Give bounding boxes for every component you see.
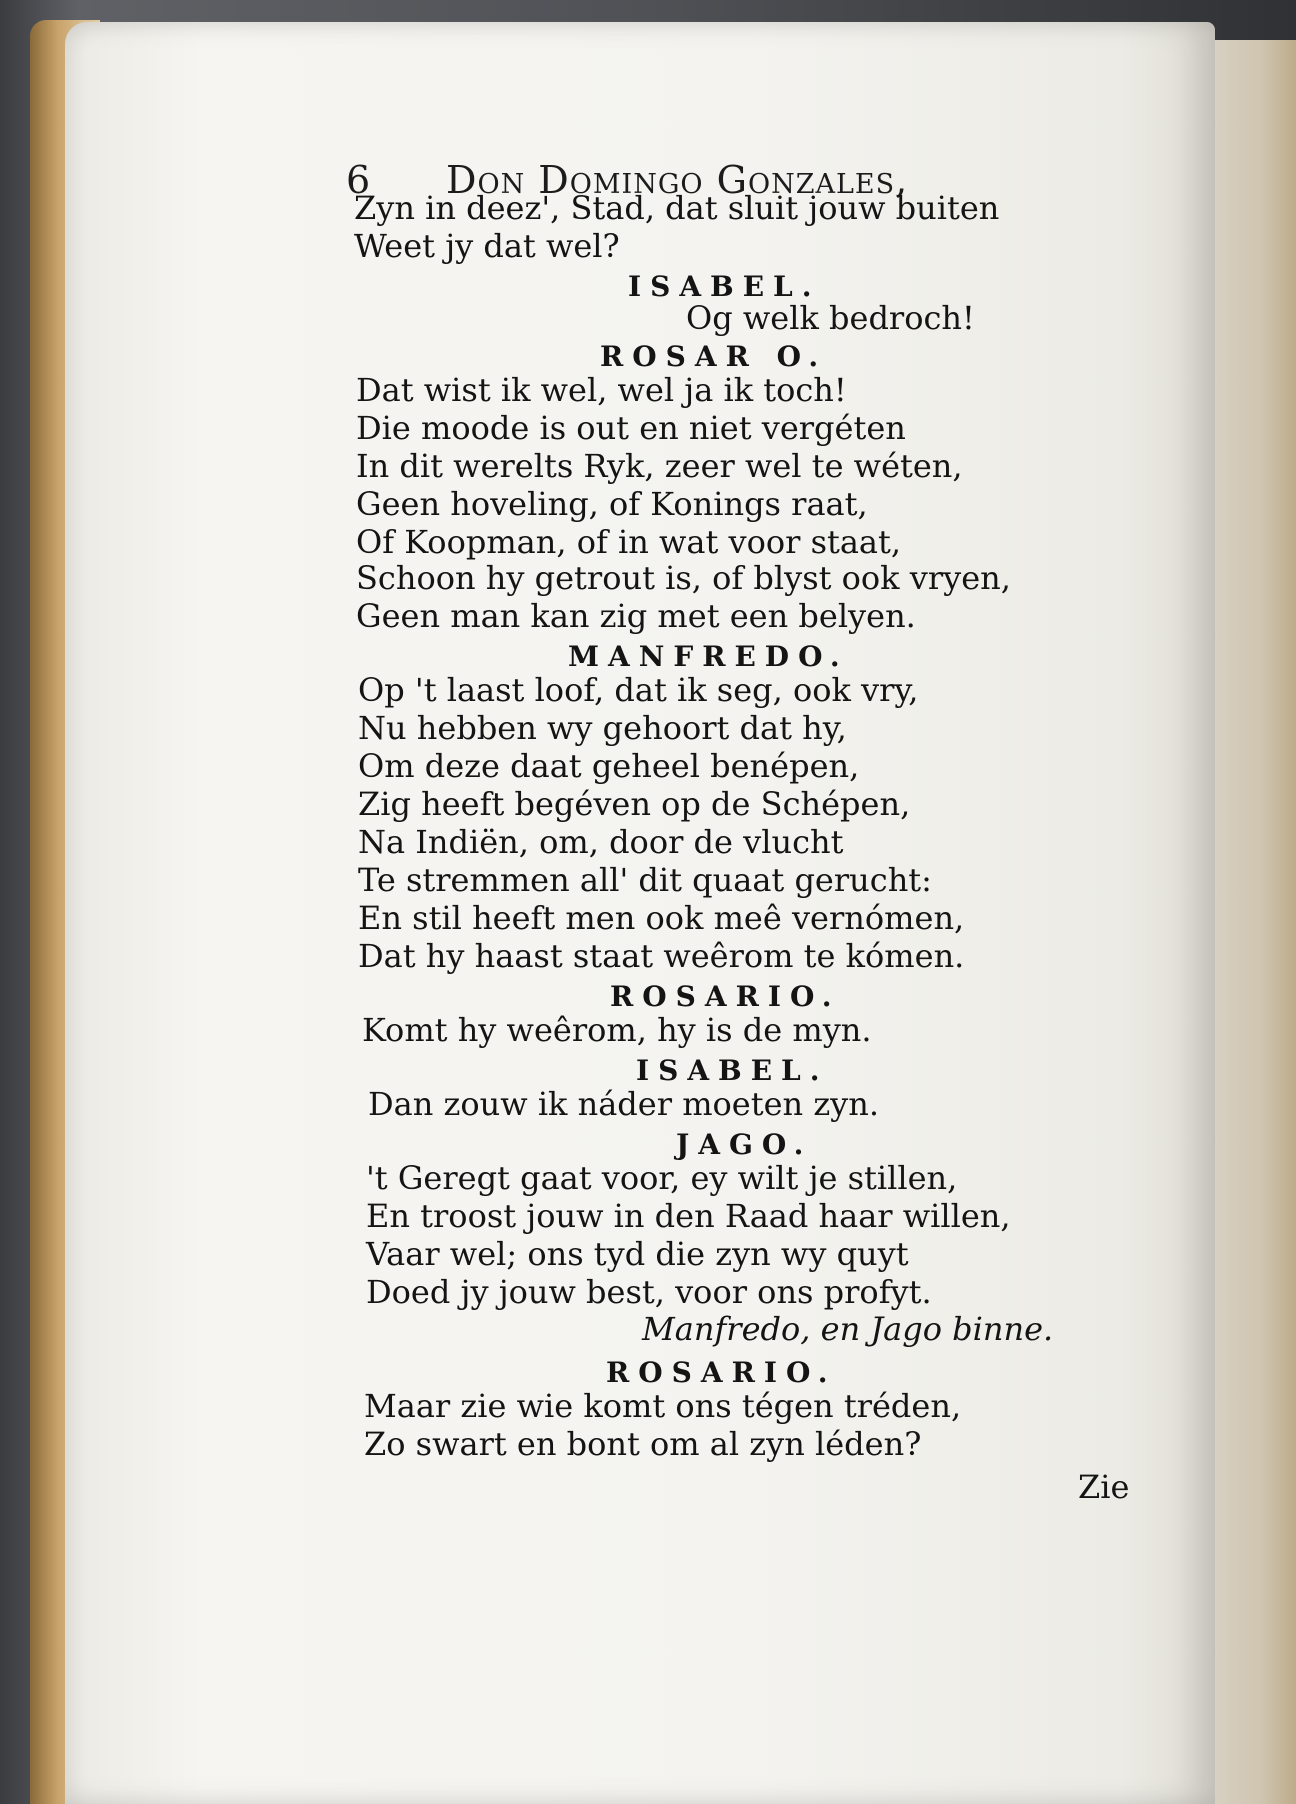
verse-line: Zo swart en bont om al zyn léden?: [364, 1425, 922, 1463]
verse-line: Komt hy weêrom, hy is de myn.: [362, 1011, 872, 1049]
speaker-name: JAGO.: [676, 1128, 813, 1161]
speaker-name: ROSAR O.: [600, 340, 828, 373]
verse-line: Geen hoveling, of Konings raat,: [356, 485, 868, 523]
verse-line: Vaar wel; ons tyd die zyn wy quyt: [366, 1235, 909, 1273]
verse-line: Om deze daat geheel benépen,: [358, 747, 860, 785]
page-number: 6: [346, 158, 371, 202]
verse-line: Te stremmen all' dit quaat gerucht:: [358, 861, 932, 899]
catchword: Zie: [1078, 1468, 1130, 1506]
verse-line: Maar zie wie komt ons tégen tréden,: [364, 1387, 962, 1425]
verse-line: Dan zouw ik náder moeten zyn.: [368, 1085, 880, 1123]
verse-line: Dat hy haast staat weêrom te kómen.: [358, 937, 965, 975]
facing-page: [1205, 40, 1296, 1804]
speaker-name: ISABEL.: [628, 270, 821, 303]
verse-line: Og welk bedroch!: [686, 299, 975, 337]
verse-line: En troost jouw in den Raad haar willen,: [366, 1197, 1011, 1235]
running-title: Don Domingo Gonzales,: [446, 158, 909, 202]
verse-line: Doed jy jouw best, voor ons profyt.: [366, 1273, 932, 1311]
verse-line: Dat wist ik wel, wel ja ik toch!: [356, 371, 847, 409]
speaker-name: MANFREDO.: [568, 640, 849, 673]
verse-line: Geen man kan zig met een belyen.: [356, 597, 916, 635]
verse-line: In dit werelts Ryk, zeer wel te wéten,: [356, 447, 963, 485]
verse-line: Zyn in deez', Stad, dat sluit jouw buiten: [354, 189, 1000, 227]
stage-direction: Manfredo, en Jago binne.: [642, 1310, 1054, 1348]
verse-line: Op 't laast loof, dat ik seg, ook vry,: [358, 671, 919, 709]
speaker-name: ISABEL.: [636, 1054, 829, 1087]
verse-line: Zig heeft begéven op de Schépen,: [358, 785, 911, 823]
verse-line: 't Geregt gaat voor, ey wilt je stillen,: [366, 1159, 958, 1197]
verse-line: Of Koopman, of in wat voor staat,: [356, 523, 902, 561]
speaker-name: ROSARIO.: [606, 1356, 837, 1389]
verse-line: Die moode is out en niet vergéten: [356, 409, 906, 447]
verse-line: Nu hebben wy gehoort dat hy,: [358, 709, 847, 747]
verse-line: Weet jy dat wel?: [354, 227, 620, 265]
verse-line: Na Indiën, om, door de vlucht: [358, 823, 844, 861]
speaker-name: ROSARIO.: [610, 980, 841, 1013]
verse-line: En stil heeft men ook meê vernómen,: [358, 899, 965, 937]
verse-line: Schoon hy getrout is, of blyst ook vryen,: [356, 559, 1011, 597]
